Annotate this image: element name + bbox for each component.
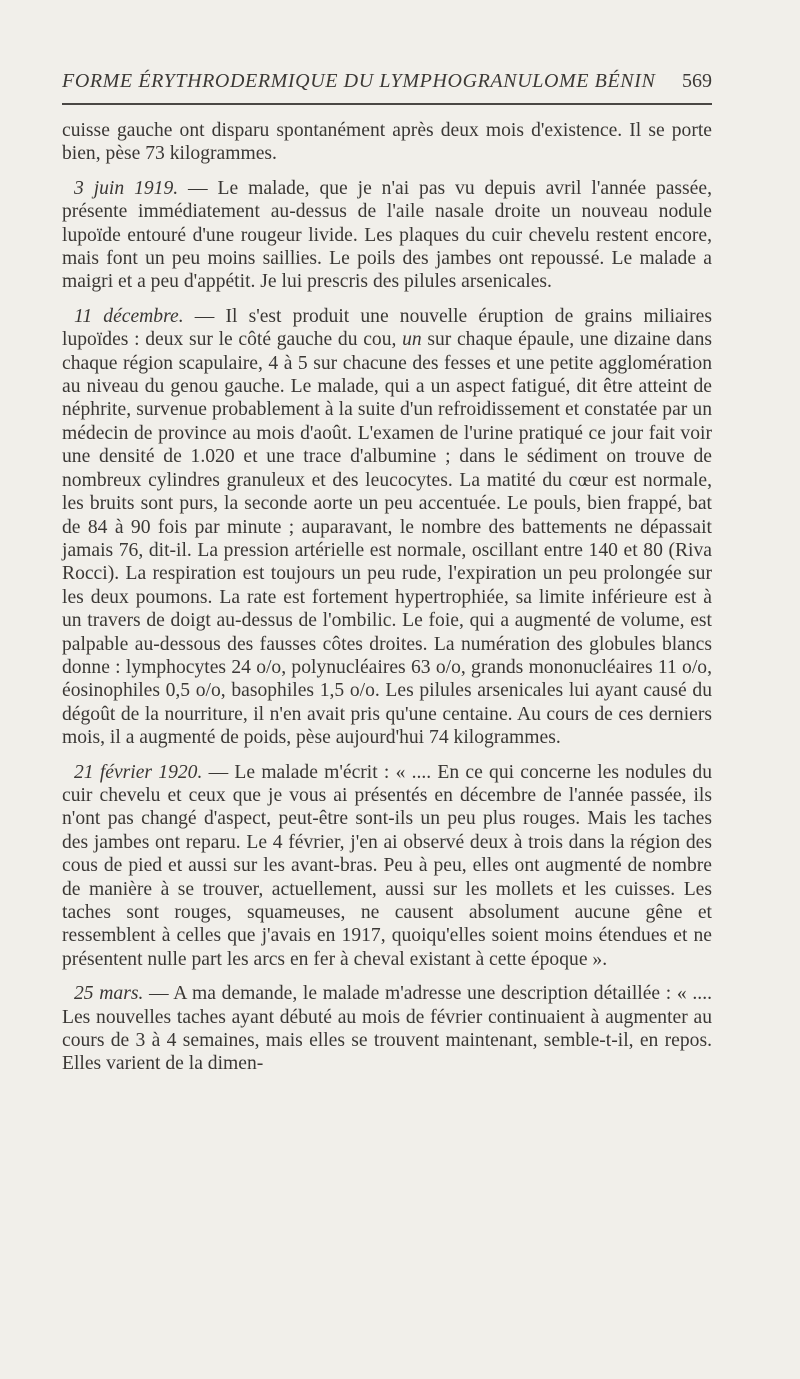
entry-date: 21 février 1920. [74, 761, 203, 783]
body-text [62, 119, 712, 1076]
entry-date: 3 juin 1919. [74, 177, 179, 199]
running-title: FORME ÉRYTHRODERMIQUE DU LYMPHOGRANULOME BÉNIN [62, 70, 656, 92]
diary-entry-11-decembre [62, 305, 712, 750]
entry-text: — Il s'est produit une nouvelle éruption de grains miliaires lupoïdes : deux sur le côté gauche du cou, [62, 305, 712, 351]
diary-entry-25-mars [62, 982, 712, 1076]
running-header [62, 70, 712, 105]
paragraph-text: cuisse gauche ont disparu spontanément après deux mois d'existence. Il se porte bien, pèse 73 kilogrammes. [62, 120, 712, 165]
entry-emphasis: un [402, 329, 422, 351]
entry-date: 11 décembre. [74, 305, 184, 327]
book-page [62, 70, 712, 1076]
entry-text: — Le malade, que je n'ai pas vu depuis avril l'année passée, présente immédiatement au-dessus de l'aile nasale droite un nouveau nodule lupoïde entouré d'une rougeur livide. Les plaques du cuir chevelu restent encore, mais font un peu moins saillies. Le poils des jambes ont repoussé. Le malade a maigri et a peu d'appétit. Je lui prescris des pilules arsenicales. [62, 177, 712, 293]
diary-entry-21-fevrier-1920 [62, 761, 712, 972]
diary-entry-3-juin-1919 [62, 177, 712, 294]
paragraph-continuation [62, 119, 712, 166]
entry-text: — A ma demande, le malade m'adresse une description détaillée : « .... Les nouvelles taches ayant débuté au mois de février continuaient à augmenter au cours de 3 à 4 semaines, mais elles se trouvent maintenant, semble-t-il, en repos. Elles varient de la dimen- [62, 983, 712, 1075]
page-number: 569 [682, 70, 712, 92]
entry-text: — Le malade m'écrit : « .... En ce qui concerne les nodules du cuir chevelu et ceux que je vous ai présentés en décembre de l'année passée, ils n'ont pas changé d'aspect, peut-être sont-ils un peu plus rouges. Mais les taches des jambes ont reparu. Le 4 février, j'en ai observé deux à trois dans la région des cous de pied et aussi sur les avant-bras. Peu à peu, elles ont augmenté de nombre de manière à se trouver, actuellement, aussi sur les mollets et les cuisses. Les taches sont rouges, squameuses, ne causent absolument aucune gêne et ressemblent à celles que j'avais en 1917, quoiqu'elles soient moins étendues et ne présentent nulle part les arcs en fer à cheval existant à cette époque ». [62, 761, 712, 970]
entry-date: 25 mars. [74, 983, 144, 1005]
entry-text: sur chaque épaule, une dizaine dans chaque région scapulaire, 4 à 5 sur chacune des fesses et une petite agglomération au niveau du genou gauche. Le malade, qui a un aspect fatigué, dit être atteint de néphrite, survenue probablement à la suite d'un refroidissement et constatée par un médecin de province au mois d'août. L'examen de l'urine pratiqué ce jour fait voir une densité de 1.020 et une trace d'albumine ; dans le sédiment on trouve de nombreux cylindres granuleux et des leucocytes. La matité du cœur est normale, les bruits sont purs, la seconde aorte un peu accentuée. Le pouls, bien frappé, bat de 84 à 90 fois par minute ; auparavant, le nombre des battements ne dépassait jamais 76, dit-il. La pression artérielle est normale, oscillant entre 140 et 80 (Riva Rocci). La respiration est toujours un peu rude, l'expiration un peu prolongée sur les deux poumons. La rate est fortement hypertrophiée, sa limite inférieure est à un travers de doigt au-dessus de l'ombilic. Le foie, qui a augmenté de volume, est palpable au-dessous des fausses côtes droites. La numération des globules blancs donne : lymphocytes 24 o/o, polynucléaires 63 o/o, grands mononucléaires 11 o/o, éosinophiles 0,5 o/o, basophiles 1,5 o/o. Les pilules arsenicales lui ayant causé du dégoût de la nourriture, il n'en avait pris qu'une centaine. Au cours de ces derniers mois, il a augmenté de poids, pèse aujourd'hui 74 kilogrammes. [62, 329, 713, 749]
